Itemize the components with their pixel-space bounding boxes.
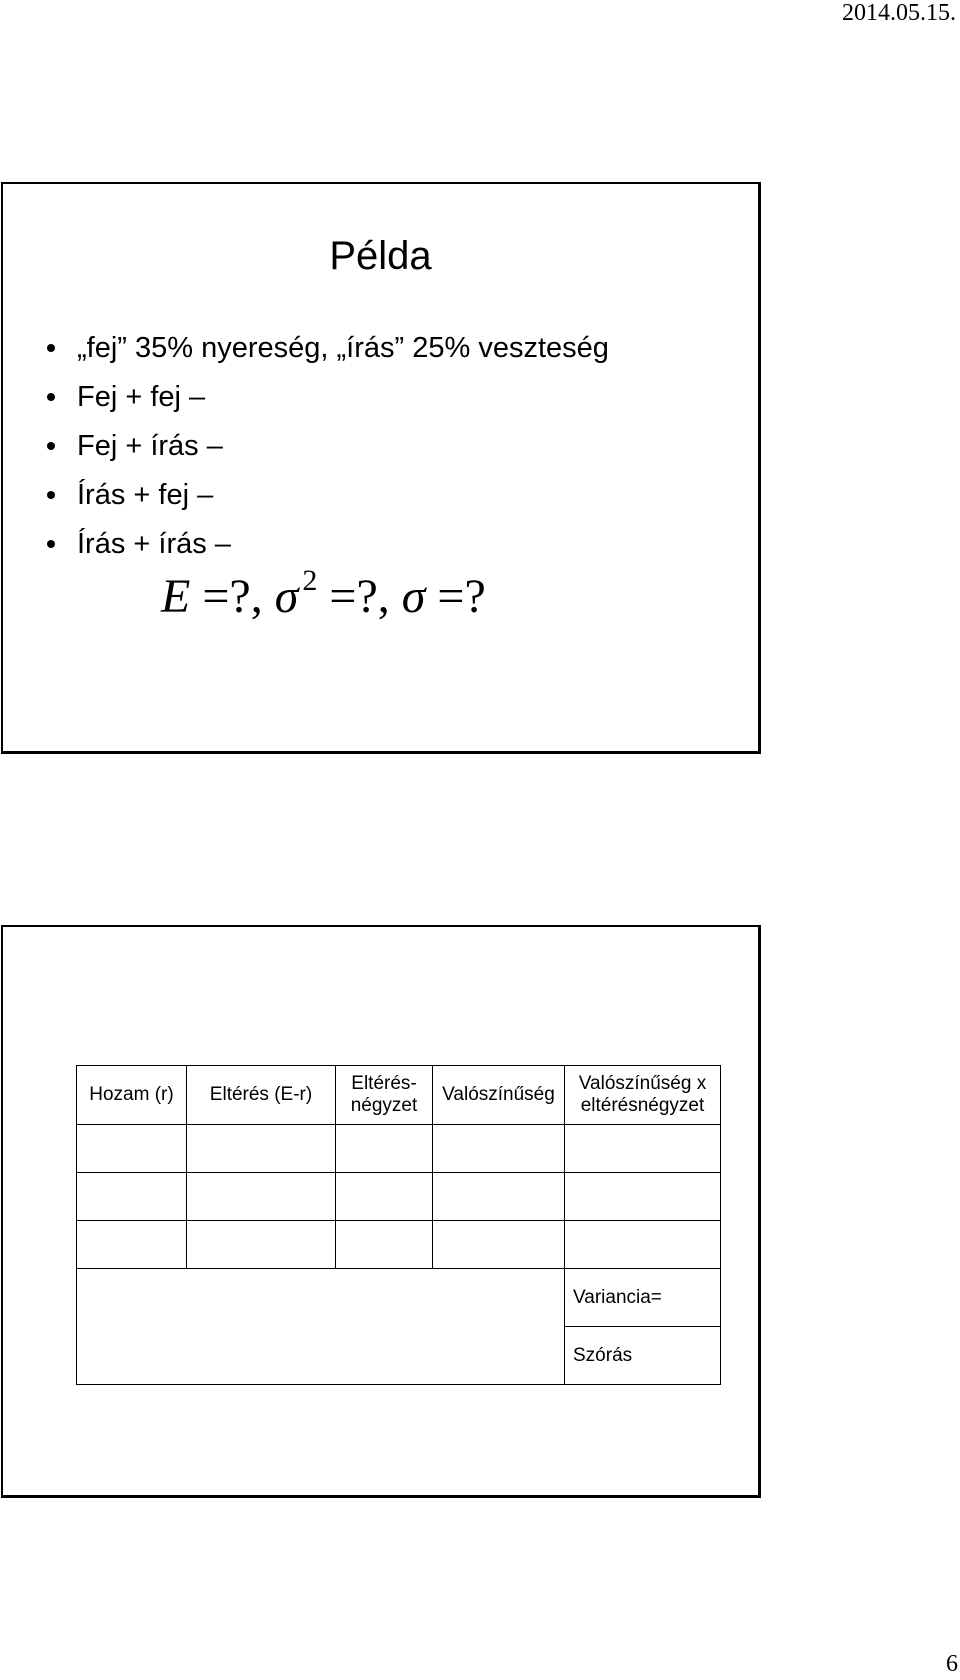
variance-cell[interactable]: Variancia= [565,1269,721,1327]
calculation-table [76,1065,721,1385]
formula-eq3: =? [425,570,486,623]
table-cell[interactable] [433,1221,565,1269]
summary-blank-area [77,1269,565,1385]
bullet-item: Fej + írás – [47,422,609,471]
bullet-item: Fej + fej – [47,373,609,422]
summary-row-variance [77,1269,721,1327]
table-cell[interactable] [565,1221,721,1269]
table-cell[interactable] [336,1173,433,1221]
bullet-item: Írás + fej – [47,471,609,520]
table-cell[interactable] [433,1173,565,1221]
header-deviation: Eltérés (E-r) [187,1066,336,1125]
table-row [77,1221,721,1269]
table-cell[interactable] [336,1221,433,1269]
table-cell[interactable] [565,1173,721,1221]
page-number: 6 [946,1651,958,1677]
header-weighted-squared-deviation: Valószínűség x eltérésnégyzet [565,1066,721,1125]
header-probability: Valószínűség [433,1066,565,1125]
table-cell[interactable] [77,1221,187,1269]
slide-title: Példa [329,234,432,278]
table-cell[interactable] [77,1173,187,1221]
bullet-item: Írás + írás – [47,520,609,569]
table-row [77,1173,721,1221]
table-row [77,1125,721,1173]
formula-sigma: σ [274,570,299,623]
bullet-list [47,324,609,569]
slide-example [1,182,761,754]
std-dev-cell[interactable]: Szórás [565,1327,721,1385]
header-return: Hozam (r) [77,1066,187,1125]
formula-expected-value: E [161,570,191,623]
header-squared-deviation: Eltérés- négyzet [336,1066,433,1125]
table-cell[interactable] [187,1221,336,1269]
table-cell[interactable] [565,1125,721,1173]
formula-sigma2: σ [401,570,426,623]
formula-exponent: 2 [302,564,318,597]
table-cell[interactable] [336,1125,433,1173]
table-cell[interactable] [433,1125,565,1173]
header-date: 2014.05.15. [842,0,956,26]
formula-eq2: =?, [317,570,402,623]
formula [161,564,486,631]
table-cell[interactable] [77,1125,187,1173]
table-cell[interactable] [187,1173,336,1221]
table-header-row [77,1066,721,1125]
table-cell[interactable] [187,1125,336,1173]
slide-table [1,925,761,1498]
formula-eq1: =?, [190,570,275,623]
bullet-item: „fej” 35% nyereség, „írás” 25% veszteség [47,324,609,373]
